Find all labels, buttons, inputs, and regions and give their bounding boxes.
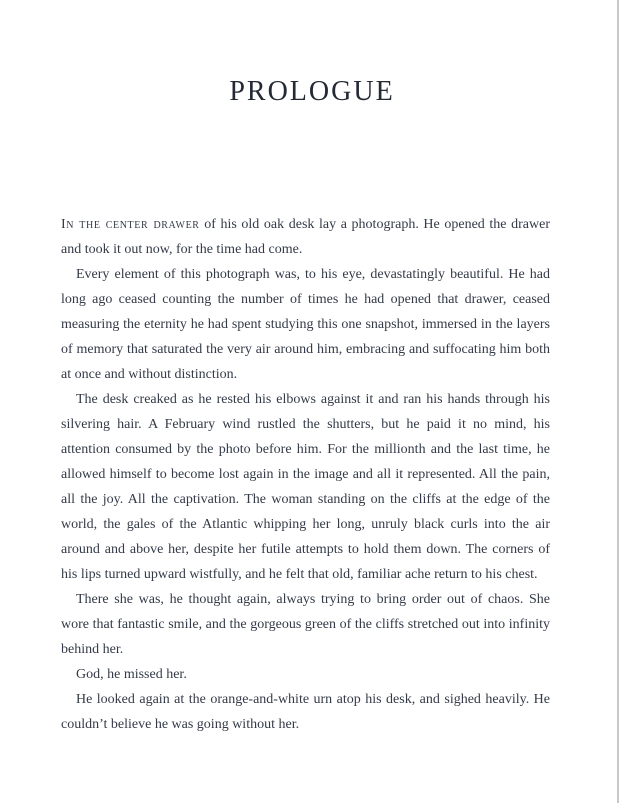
paragraph: God, he missed her.: [76, 667, 187, 683]
page-body: [61, 212, 550, 737]
paragraph: He looked again at the orange-and-white urn atop his desk, and sighed heavily. He couldn’t believe he was going without her.: [61, 692, 550, 733]
page-edge-divider: [617, 0, 619, 803]
paragraph: The desk creaked as he rested his elbows against it and ran his hands through his silvering hair. A February wind rustled the shutters, but he paid it no mind, his attention consumed by the photo before him. For the millionth and the last time, he allowed himself to become lost again in the image and all it represented. All the pain, all the joy. All the captivation. The woman standing on the cliffs at the edge of the world, the gales of the Atlantic whipping her long, unruly black curls into the air around and above her, despite her futile attempts to hold them down. The corners of his lips turned upward wistfully, and he felt that old, familiar ache return to his chest.: [61, 392, 550, 583]
paragraph: Every element of this photograph was, to his eye, devastatingly beautiful. He had long ago ceased counting the number of times he had opened that drawer, ceased measuring the eternity he had spent studying this one snapshot, immersed in the layers of memory that saturated the very air around him, embracing and suffocating him both at once and without distinction.: [61, 267, 550, 383]
paragraph: In the center drawer of his old oak desk lay a photograph. He opened the drawer and took it out now, for the time had come.: [61, 217, 550, 258]
small-caps-lead: In the center drawer: [61, 217, 200, 233]
paragraph: There she was, he thought again, always trying to bring order out of chaos. She wore that fantastic smile, and the gorgeous green of the cliffs stretched out into infinity behind her.: [61, 592, 550, 658]
chapter-title: PROLOGUE: [229, 76, 395, 107]
